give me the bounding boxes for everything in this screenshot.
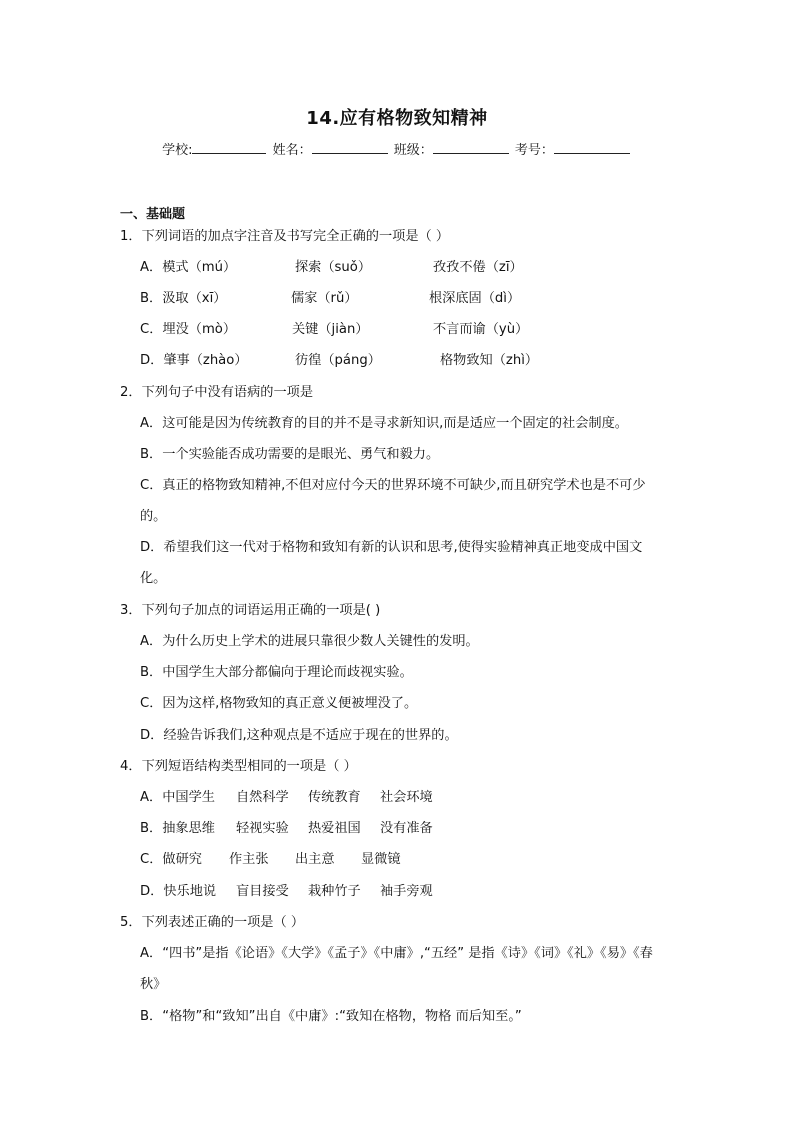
- student-info-line: [0, 139, 794, 158]
- q3-option-d: D．经验告诉我们,这种观点是不适应于现在的世界的。: [140, 728, 458, 743]
- q4-option-c-4: 显微镜: [361, 852, 401, 867]
- q3-option-b: B．中国学生大部分都偏向于理论而歧视实验。: [140, 665, 413, 680]
- page-title: 14.应有格物致知精神: [306, 108, 488, 129]
- section-heading: 一、基础题: [120, 207, 186, 222]
- school-blank: [192, 141, 266, 154]
- class-blank: [433, 141, 509, 154]
- q4-option-a-1: A．中国学生: [140, 790, 215, 805]
- q4-option-d-1: D．快乐地说: [140, 884, 217, 899]
- q1-option-b-2: 儒家（rǔ）: [291, 291, 358, 306]
- q5-stem: 5．下列表述正确的一项是（ ）: [120, 915, 305, 930]
- q4-option-b-4: 没有准备: [380, 821, 433, 836]
- q4-option-d-4: 袖手旁观: [380, 884, 433, 899]
- q5-option-a-line1: A．“四书”是指《论语》《大学》《孟子》《中庸》,“五经” 是指《诗》《词》《礼》《易》《春: [140, 946, 653, 961]
- q1-option-d-2: 彷徨（páng）: [295, 353, 381, 368]
- q2-stem: 2．下列句子中没有语病的一项是: [120, 385, 314, 400]
- number-blank: [554, 141, 630, 154]
- q2-option-b: B．一个实验能否成功需要的是眼光、勇气和毅力。: [140, 447, 440, 462]
- q4-option-b-2: 轻视实验: [236, 821, 289, 836]
- q2-option-a: A．这可能是因为传统教育的目的并不是寻求新知识,而是适应一个固定的社会制度。: [140, 416, 628, 431]
- q2-option-d-line2: 化。: [140, 571, 167, 586]
- q4-option-c-2: 作主张: [229, 852, 269, 867]
- q4-option-d-2: 盲目接受: [236, 884, 289, 899]
- q2-option-c-line1: C．真正的格物致知精神,不但对应付今天的世界环境不可缺少,而且研究学术也是不可少: [140, 478, 646, 493]
- q1-option-d-3: 格物致知（zhì）: [440, 353, 539, 368]
- q5-option-b: B．“格物”和“致知”出自《中庸》:“致知在格物，物格 而后知至。”: [140, 1009, 522, 1024]
- q3-option-c: C．因为这样,格物致知的真正意义便被埋没了。: [140, 696, 418, 711]
- number-label: 考号：: [514, 143, 554, 158]
- q1-option-b-3: 根深底固（dì）: [429, 291, 521, 306]
- q4-option-c-3: 出主意: [295, 852, 335, 867]
- school-label: 学校:: [162, 143, 193, 158]
- q2-option-c-line2: 的。: [140, 509, 167, 524]
- q1-option-c-3: 不言而谕（yù）: [433, 322, 529, 337]
- q3-stem: 3．下列句子加点的词语运用正确的一项是( ): [120, 603, 381, 618]
- q1-option-a-2: 探索（suǒ）: [295, 260, 372, 275]
- q5-option-a-line2: 秋》: [140, 977, 167, 992]
- class-label: 班级：: [393, 143, 433, 158]
- q4-option-a-2: 自然科学: [236, 790, 289, 805]
- q1-stem: 1．下列词语的加点字注音及书写完全正确的一项是（ ）: [120, 229, 450, 244]
- q4-option-b-1: B．抽象思维: [140, 821, 215, 836]
- name-blank: [312, 141, 388, 154]
- q4-option-a-4: 社会环境: [380, 790, 433, 805]
- q4-option-a-3: 传统教育: [308, 790, 361, 805]
- q1-option-b-1: B．汲取（xī）: [140, 291, 227, 306]
- name-label: 姓名：: [272, 143, 312, 158]
- q4-option-d-3: 栽种竹子: [308, 884, 361, 899]
- q1-option-c-2: 关键（jiàn）: [292, 322, 369, 337]
- q4-stem: 4．下列短语结构类型相同的一项是（ ）: [120, 759, 357, 774]
- q4-option-c-1: C．做研究: [140, 852, 202, 867]
- q1-option-c-1: C．埋没（mò）: [140, 322, 237, 337]
- q2-option-d-line1: D．希望我们这一代对于格物和致知有新的认识和思考,使得实验精神真正地变成中国文: [140, 540, 643, 555]
- q3-option-a: A．为什么历史上学术的进展只靠很少数人关键性的发明。: [140, 634, 479, 649]
- q1-option-a-3: 孜孜不倦（zī）: [433, 260, 523, 275]
- q1-option-d-1: D．肇事（zhào）: [140, 353, 248, 368]
- q4-option-b-3: 热爱祖国: [308, 821, 361, 836]
- q1-option-a-1: A．模式（mú）: [140, 260, 237, 275]
